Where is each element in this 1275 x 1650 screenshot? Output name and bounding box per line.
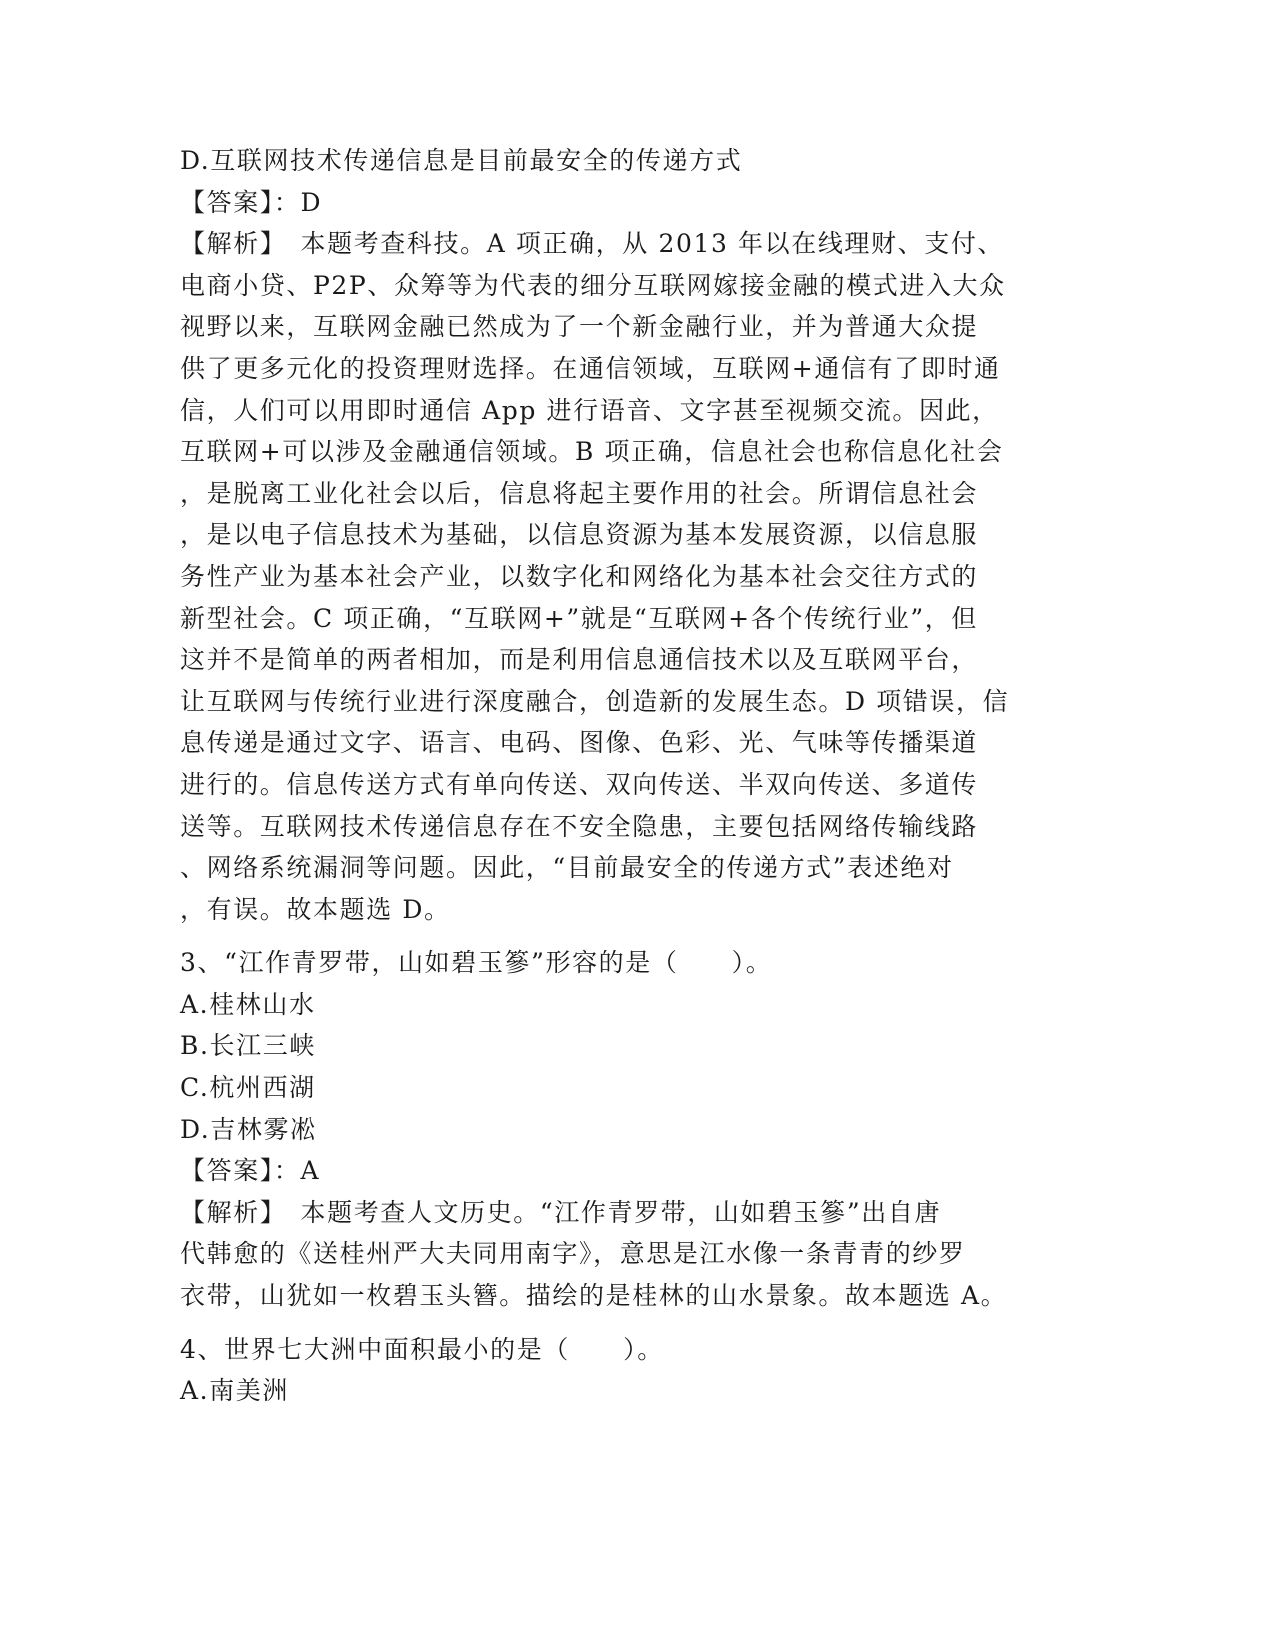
spacer	[180, 930, 1050, 942]
analysis-line: 、网络系统漏洞等问题。因此，“目前最安全的传递方式”表述绝对	[180, 853, 954, 883]
answer-line: 【答案】：D	[180, 187, 323, 217]
analysis-line: ，是以电子信息技术为基础，以信息资源为基本发展资源，以信息服	[180, 520, 979, 550]
analysis-line: 送等。互联网技术传递信息存在不安全隐患，主要包括网络传输线路	[180, 811, 979, 841]
analysis-line: 这并不是简单的两者相加，而是利用信息通信技术以及互联网平台，	[180, 645, 979, 675]
answer-line: 【答案】：A	[180, 1156, 321, 1186]
option-d: D.吉林雾凇	[180, 1114, 317, 1144]
option-a: A.桂林山水	[180, 989, 316, 1019]
question-3	[180, 942, 1050, 1316]
option-c: C.杭州西湖	[180, 1073, 316, 1103]
analysis-line: 电商小贷、P2P、众筹等为代表的细分互联网嫁接金融的模式进入大众	[180, 270, 1006, 300]
question-text: 3、“江作青罗带，山如碧玉篸”形容的是（ ）。	[180, 948, 773, 978]
analysis-line: 【解析】 本题考查人文历史。“江作青罗带，山如碧玉篸”出自唐	[180, 1197, 942, 1227]
question-text: 4、世界七大洲中面积最小的是（ ）。	[180, 1334, 664, 1364]
analysis-line: ，有误。故本题选 D。	[180, 894, 451, 924]
option-a: A.南美洲	[180, 1376, 290, 1406]
analysis-line: 供了更多元化的投资理财选择。在通信领域，互联网+通信有了即时通	[180, 353, 1001, 383]
analysis-line: 衣带，山犹如一枚碧玉头簪。描绘的是桂林的山水景象。故本题选 A。	[180, 1281, 1008, 1311]
analysis-block	[180, 223, 1050, 930]
spacer	[180, 1317, 1050, 1329]
analysis-line: 视野以来，互联网金融已然成为了一个新金融行业，并为普通大众提	[180, 312, 979, 342]
analysis-line: 代韩愈的《送桂州严大夫同用南字》，意思是江水像一条青青的纱罗	[180, 1239, 966, 1269]
option-d: D.互联网技术传递信息是目前最安全的传递方式	[180, 146, 743, 175]
analysis-line: 互联网+可以涉及金融通信领域。B 项正确，信息社会也称信息化社会	[180, 437, 1004, 467]
question-2-tail	[180, 140, 1050, 930]
analysis-line: 务性产业为基本社会产业，以数字化和网络化为基本社会交往方式的	[180, 561, 979, 591]
option-b: B.长江三峡	[180, 1031, 316, 1061]
question-4	[180, 1329, 1050, 1412]
analysis-line: 进行的。信息传送方式有单向传送、双向传送、半双向传送、多道传	[180, 769, 979, 799]
analysis-block	[180, 1192, 1050, 1317]
analysis-line: 让互联网与传统行业进行深度融合，创造新的发展生态。D 项错误，信	[180, 686, 1010, 716]
analysis-line: 信，人们可以用即时通信 App 进行语音、文字甚至视频交流。因此，	[180, 395, 999, 425]
analysis-line: 【解析】 本题考查科技。A 项正确，从 2013 年以在线理财、支付、	[180, 229, 1005, 259]
analysis-line: ，是脱离工业化社会以后，信息将起主要作用的社会。所谓信息社会	[180, 478, 979, 508]
analysis-line: 新型社会。C 项正确，“互联网+”就是“互联网+各个传统行业”，但	[180, 603, 978, 633]
document-page	[180, 140, 1050, 1412]
analysis-line: 息传递是通过文字、语言、电码、图像、色彩、光、气味等传播渠道	[180, 728, 979, 758]
